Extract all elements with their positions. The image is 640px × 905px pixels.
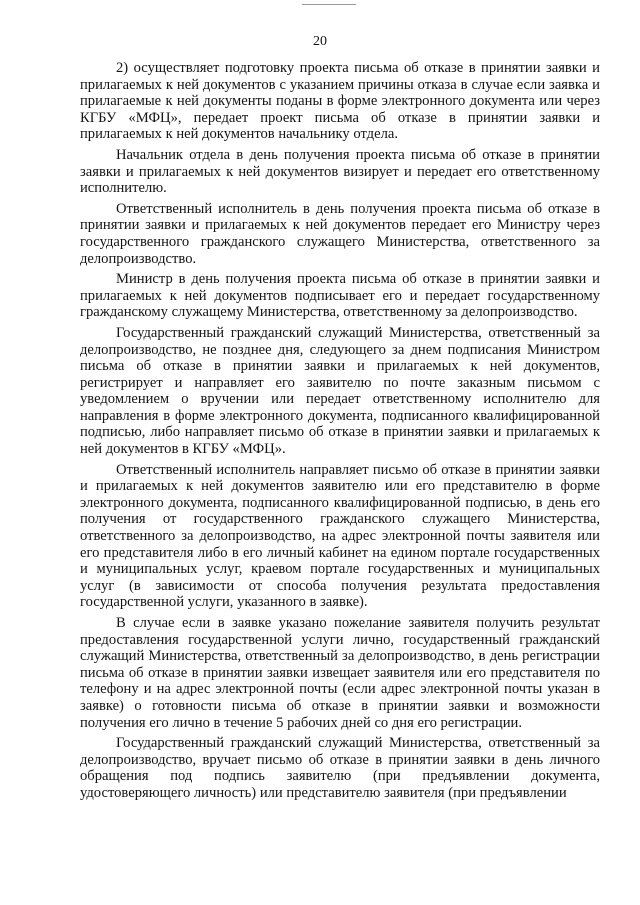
paragraph: 2) осуществляет подготовку проекта письма об отказе в принятии заявки и прилагаемых к ней документов с указанием причины отказа в случае если заявка и прилагаемые к ней документы поданы в форме электронного документа или через КГБУ «МФЦ», передает проект письма об отказе в принятии заявки и прилагаемых к ней документов начальнику отдела.: [80, 60, 600, 143]
paragraph: Министр в день получения проекта письма об отказе в принятии заявки и прилагаемых к ней документов подписывает его и передает государственному гражданскому служащему Министерства, ответственному за делопроизводство.: [80, 271, 600, 321]
paragraph: Государственный гражданский служащий Министерства, ответственный за делопроизводство, вручает письмо об отказе в принятии заявки в день личного обращения под подпись заявителю (при предъявлении документа, удостоверяющего личность) или представителю заявителя (при предъявлении: [80, 735, 600, 801]
paragraph: Государственный гражданский служащий Министерства, ответственный за делопроизводство, не позднее дня, следующего за днем подписания Министром письма об отказе в принятии заявки и прилагаемых к ней документов, регистрирует и направляет его заявителю по почте заказным письмом с уведомлением о вручении или передает ответственному исполнителю для направления в форме электронного документа, подписанного квалифицированной подписью, либо направляет письмо об отказе в принятии заявки и прилагаемых к ней документов в КГБУ «МФЦ».: [80, 324, 600, 458]
paragraph: Начальник отдела в день получения проекта письма об отказе в принятии заявки и прилагаемых к ней документов визирует и передает его ответственному исполнителю.: [80, 146, 600, 197]
document-body: [80, 60, 600, 806]
page-number: 20: [313, 34, 327, 49]
scan-artifact-line: [302, 4, 356, 5]
paragraph: Ответственный исполнитель направляет письмо об отказе в принятии заявки и прилагаемых к ней документов заявителю или его представителю в форме электронного документа, подписанного квалифицированной подписью, в день его получения от государственного гражданского служащего Министерства, ответственного за делопроизводство, на адрес электронной почты заявителя или его представителя либо в его личный кабинет на едином портале государственных и муниципальных услуг, краевом портале государственных и муниципальных услуг (в зависимости от способа получения результата предоставления государственной услуги, указанного в заявке).: [80, 461, 600, 611]
paragraph: Ответственный исполнитель в день получения проекта письма об отказе в принятии заявки и прилагаемых к ней документов передает его Министру через государственного гражданского служащего Министерства, ответственного за делопроизводство.: [80, 200, 600, 267]
paragraph: В случае если в заявке указано пожелание заявителя получить результат предоставления государственной услуги лично, государственный гражданский служащий Министерства, ответственный за делопроизводство, в день регистрации письма об отказе в принятии заявки извещает заявителя или его представителя по телефону и на адрес электронной почты (если адрес электронной почты указан в заявке) о готовности письма об отказе в принятии заявки и возможности получения его лично в течение 5 рабочих дней со дня его регистрации.: [80, 615, 600, 731]
